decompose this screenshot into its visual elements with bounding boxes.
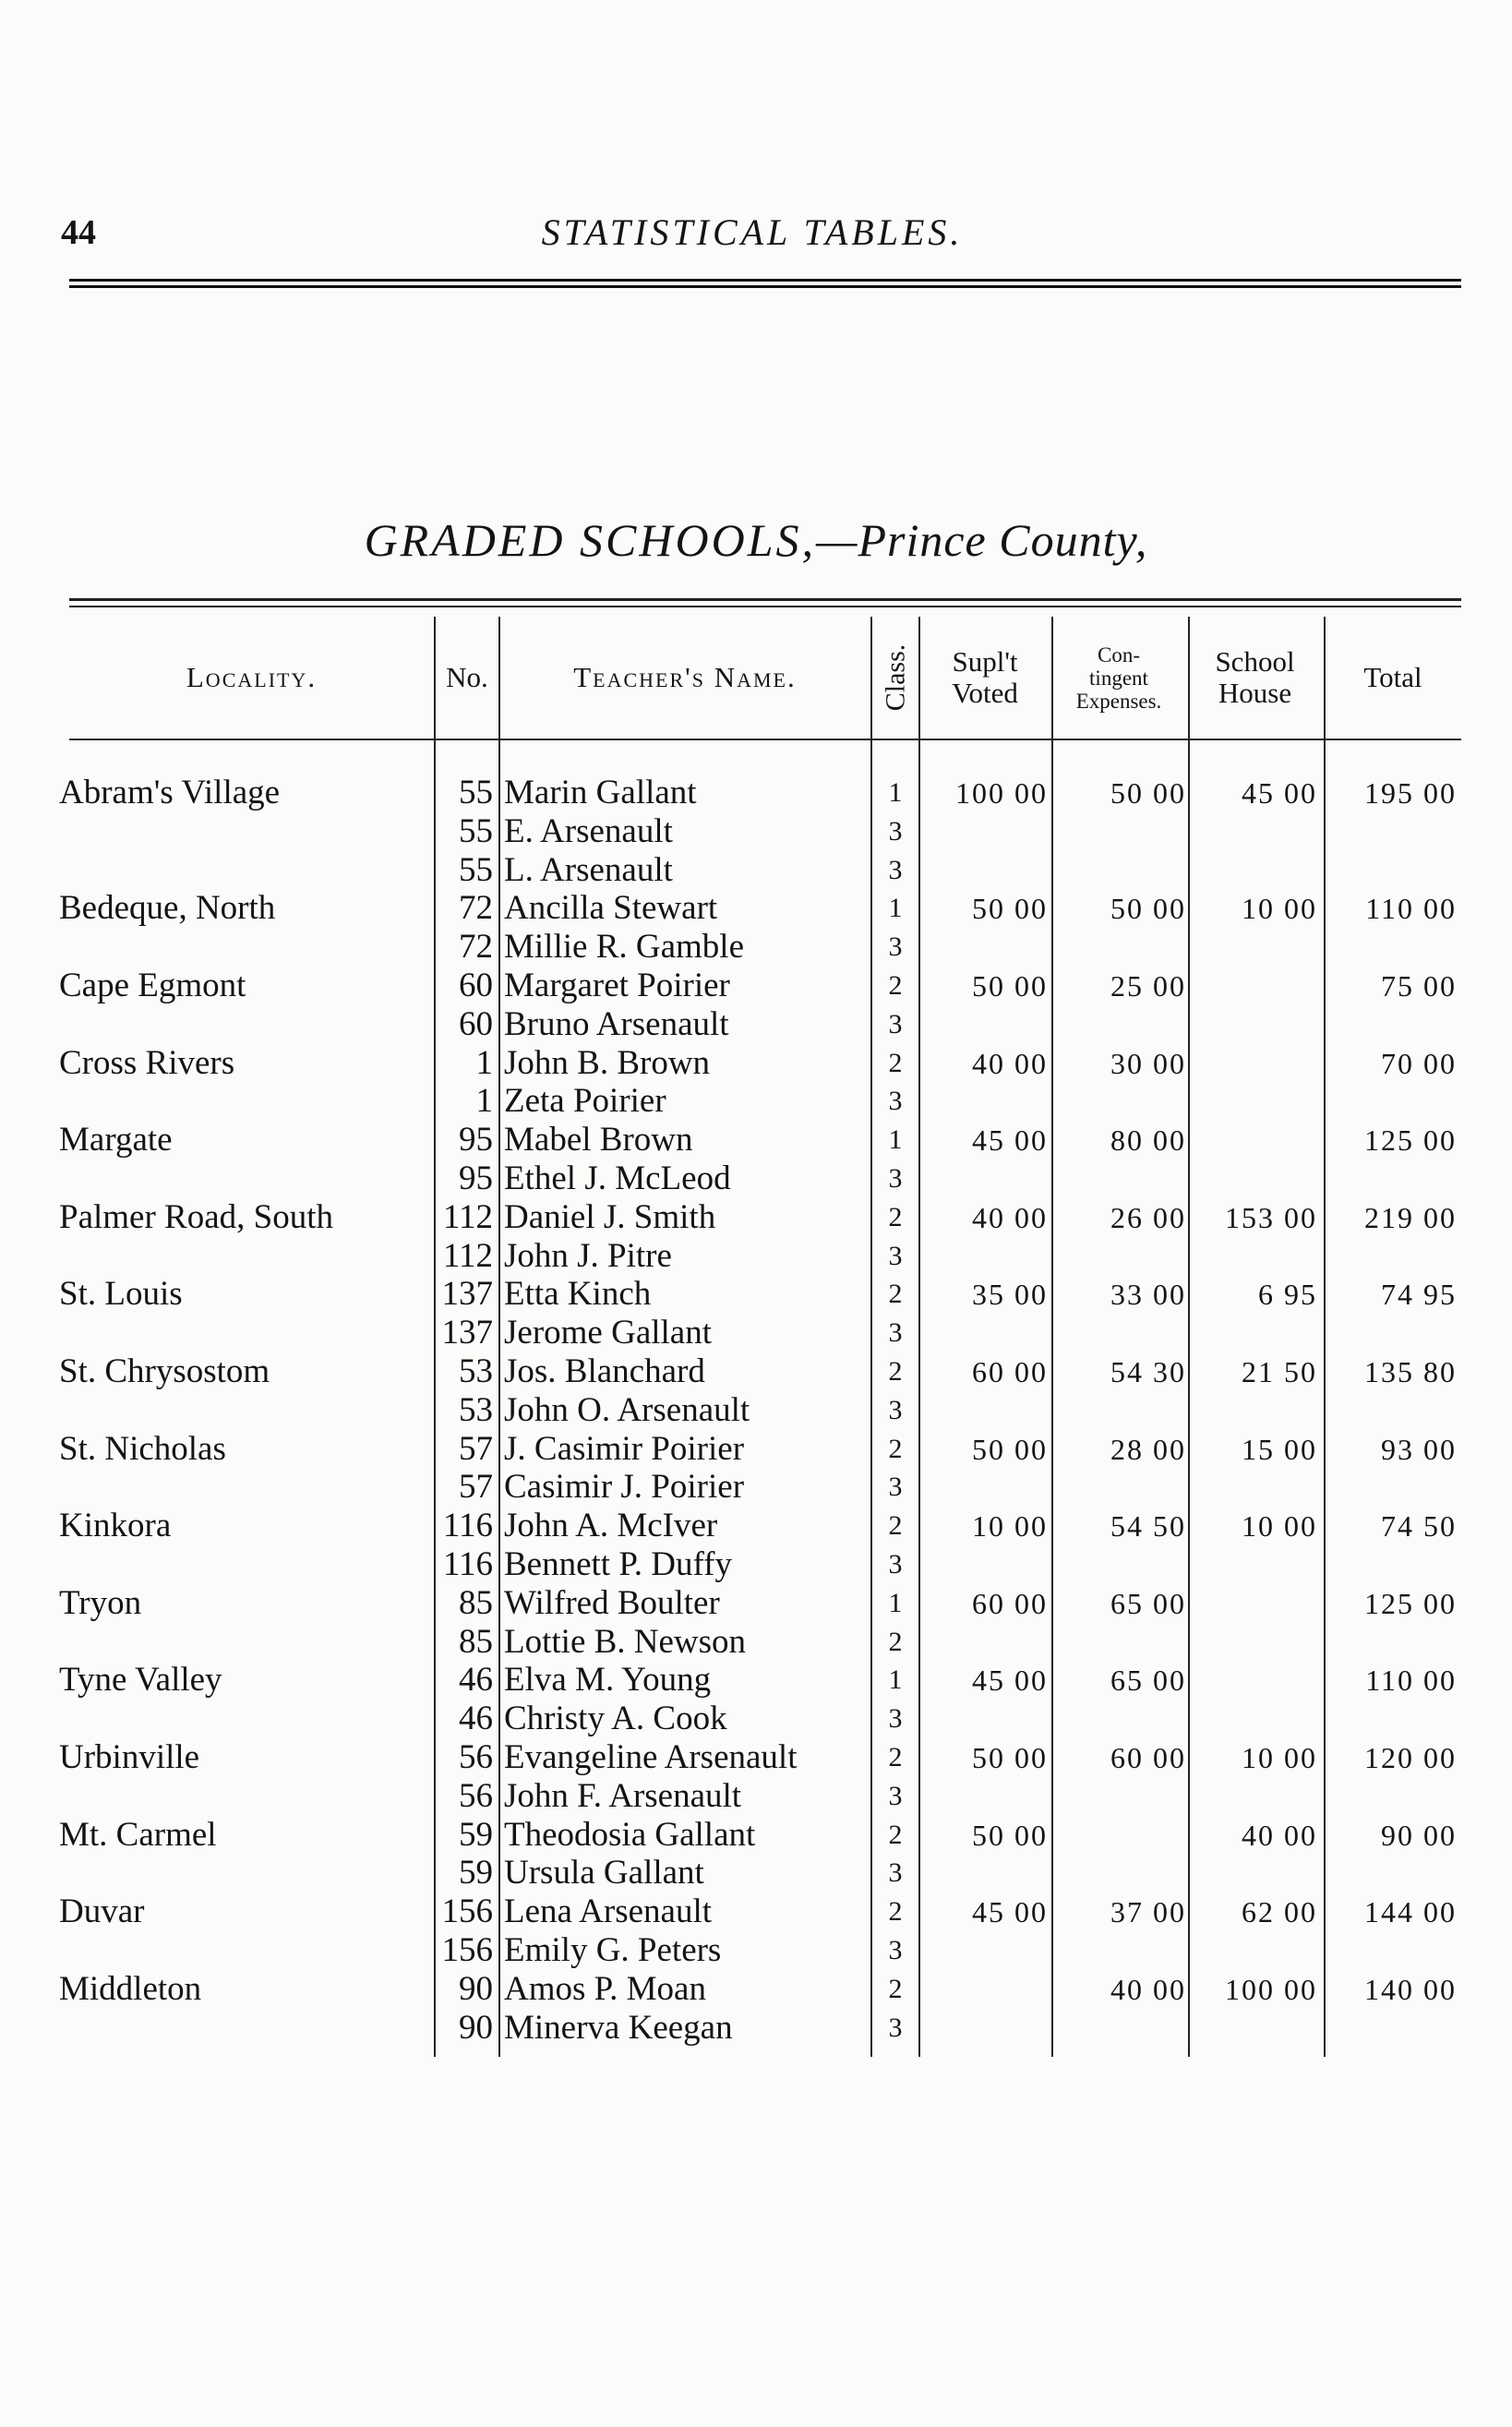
row-class: 1 [888, 893, 903, 924]
table-row [0, 1430, 1512, 1469]
row-total: 144 00 [1364, 1895, 1457, 1929]
table-top-rule-inner [69, 606, 1461, 607]
row-teacher-name: Evangeline Arsenault [504, 1738, 798, 1776]
table-row [0, 1777, 1512, 1816]
row-school-number: 72 [459, 928, 493, 967]
header-supl-line2: Voted [952, 677, 1018, 709]
table-row [0, 1738, 1512, 1777]
row-class: 2 [888, 1510, 903, 1542]
row-school-number: 137 [441, 1314, 493, 1352]
row-school-number: 1 [475, 1043, 493, 1082]
row-locality: Cross Rivers [59, 1043, 235, 1082]
table-row [0, 1700, 1512, 1738]
row-teacher-name: Ursula Gallant [504, 1854, 704, 1892]
table-row [0, 1854, 1512, 1892]
row-school-number: 59 [459, 1854, 493, 1892]
page-number: 44 [61, 213, 96, 252]
row-supl-voted: 45 00 [972, 1123, 1048, 1158]
row-contingent-expenses: 54 50 [1110, 1509, 1186, 1544]
row-locality: St. Nicholas [59, 1429, 226, 1468]
row-school-house: 10 00 [1242, 1741, 1317, 1774]
table-header [0, 617, 1512, 739]
header-bottom-rule [69, 739, 1461, 740]
row-teacher-name: Amos P. Moan [504, 1969, 706, 2008]
row-supl-voted: 40 00 [972, 1046, 1048, 1080]
row-class: 3 [888, 1163, 903, 1194]
row-class: 2 [888, 1047, 903, 1078]
row-school-number: 46 [459, 1700, 493, 1738]
row-school-number: 85 [459, 1583, 493, 1622]
row-class: 3 [888, 1008, 903, 1039]
row-locality: Urbinville [59, 1738, 200, 1776]
row-teacher-name: Ethel J. McLeod [504, 1159, 731, 1197]
row-locality: Kinkora [59, 1507, 172, 1545]
header-cont-line2: tingent [1089, 666, 1148, 690]
row-class: 3 [888, 931, 903, 963]
row-teacher-name: Jerome Gallant [504, 1314, 712, 1352]
row-supl-voted: 45 00 [972, 1895, 1048, 1929]
row-teacher-name: Bruno Arsenault [504, 1004, 729, 1043]
row-school-house: 10 00 [1242, 892, 1317, 926]
row-school-number: 95 [459, 1121, 493, 1159]
table-row [0, 1275, 1512, 1314]
table-row [0, 1391, 1512, 1430]
row-locality: St. Louis [59, 1275, 183, 1314]
row-school-house: 10 00 [1242, 1509, 1317, 1544]
table-row [0, 1314, 1512, 1352]
row-teacher-name: Millie R. Gamble [504, 928, 744, 967]
row-total: 93 00 [1381, 1432, 1457, 1466]
table-row [0, 1082, 1512, 1121]
table-row [0, 812, 1512, 851]
row-supl-voted: 50 00 [972, 969, 1048, 1003]
row-total: 135 80 [1364, 1355, 1457, 1388]
row-class: 1 [888, 777, 903, 808]
row-class: 3 [888, 1857, 903, 1889]
row-school-number: 60 [459, 1004, 493, 1043]
table-row [0, 1044, 1512, 1083]
row-school-number: 90 [459, 1969, 493, 2008]
table-row [0, 1468, 1512, 1507]
header-supl [920, 617, 1050, 739]
row-teacher-name: Minerva Keegan [504, 2008, 733, 2047]
row-school-number: 55 [459, 850, 493, 889]
row-school-number: 56 [459, 1738, 493, 1776]
table-row [0, 1507, 1512, 1545]
row-school-number: 55 [459, 811, 493, 850]
row-class: 2 [888, 1433, 903, 1464]
header-school-house [1188, 617, 1322, 739]
row-school-number: 55 [459, 774, 493, 811]
row-total: 125 00 [1364, 1586, 1457, 1620]
row-locality: St. Chrysostom [59, 1352, 270, 1390]
row-locality: Mt. Carmel [59, 1815, 217, 1854]
row-total: 140 00 [1364, 1972, 1457, 2006]
row-school-number: 112 [442, 1197, 493, 1236]
table-title-county: —Prince County, [816, 514, 1148, 566]
row-school-house: 100 00 [1225, 1972, 1317, 2006]
row-total: 90 00 [1381, 1818, 1457, 1852]
table-row [0, 1159, 1512, 1198]
row-teacher-name: John A. McIver [504, 1507, 718, 1545]
row-school-house: 15 00 [1242, 1432, 1317, 1466]
row-contingent-expenses: 28 00 [1110, 1432, 1186, 1466]
row-school-number: 1 [475, 1082, 493, 1121]
row-teacher-name: Theodosia Gallant [504, 1815, 756, 1854]
row-class: 3 [888, 1086, 903, 1117]
row-school-number: 59 [459, 1815, 493, 1854]
row-school-number: 156 [441, 1931, 493, 1969]
row-total: 75 00 [1381, 969, 1457, 1003]
row-locality: Abram's Village [59, 774, 281, 811]
header-supl-line1: Supl't [952, 645, 1018, 678]
row-teacher-name: John O. Arsenault [504, 1390, 750, 1429]
table-row [0, 1545, 1512, 1584]
row-class: 2 [888, 1973, 903, 2004]
row-school-number: 53 [459, 1390, 493, 1429]
row-teacher-name: Marin Gallant [504, 774, 697, 811]
table-row [0, 967, 1512, 1005]
row-class: 3 [888, 1240, 903, 1271]
row-school-house: 40 00 [1242, 1818, 1317, 1852]
row-teacher-name: Wilfred Boulter [504, 1583, 720, 1622]
table-row [0, 1892, 1512, 1931]
table-row [0, 1237, 1512, 1276]
row-contingent-expenses: 65 00 [1110, 1664, 1186, 1698]
row-school-number: 95 [459, 1159, 493, 1197]
row-teacher-name: Emily G. Peters [504, 1931, 722, 1969]
header-contingent [1051, 617, 1186, 739]
row-teacher-name: Elva M. Young [504, 1661, 712, 1700]
row-teacher-name: Etta Kinch [504, 1275, 652, 1314]
row-school-number: 57 [459, 1468, 493, 1507]
row-contingent-expenses: 80 00 [1110, 1123, 1186, 1158]
row-supl-voted: 100 00 [955, 776, 1048, 810]
header-locality: Locality. [186, 661, 318, 693]
table-row [0, 1198, 1512, 1237]
row-total: 74 50 [1381, 1509, 1457, 1544]
row-locality: Duvar [59, 1892, 145, 1931]
row-school-number: 116 [442, 1507, 493, 1545]
table-row [0, 851, 1512, 890]
table-row [0, 1005, 1512, 1044]
row-class: 3 [888, 1472, 903, 1503]
row-teacher-name: Zeta Poirier [504, 1082, 666, 1121]
row-supl-voted: 60 00 [972, 1355, 1048, 1388]
header-teacher: Teacher's Name. [573, 661, 797, 693]
row-locality: Tryon [59, 1583, 142, 1622]
row-total: 110 00 [1365, 1664, 1457, 1698]
row-total: 74 95 [1381, 1278, 1457, 1312]
row-contingent-expenses: 26 00 [1110, 1200, 1186, 1234]
row-school-number: 112 [442, 1236, 493, 1275]
row-class: 2 [888, 1896, 903, 1928]
table-row [0, 1661, 1512, 1700]
row-school-number: 156 [441, 1892, 493, 1931]
table-row [0, 1584, 1512, 1623]
row-class: 3 [888, 815, 903, 847]
header-cont-line3: Expenses. [1075, 689, 1162, 713]
row-school-house: 153 00 [1225, 1200, 1317, 1234]
row-total: 219 00 [1364, 1200, 1457, 1234]
row-school-house: 6 95 [1258, 1278, 1317, 1312]
row-teacher-name: Mabel Brown [504, 1121, 693, 1159]
row-teacher-name: Casimir J. Poirier [504, 1468, 745, 1507]
row-teacher-name: Lena Arsenault [504, 1892, 712, 1931]
row-supl-voted: 35 00 [972, 1278, 1048, 1312]
row-school-number: 53 [459, 1352, 493, 1390]
row-teacher-name: Jos. Blanchard [504, 1352, 705, 1390]
row-locality: Middleton [59, 1969, 202, 2008]
row-class: 2 [888, 1819, 903, 1850]
row-contingent-expenses: 25 00 [1110, 969, 1186, 1003]
row-class: 2 [888, 1279, 903, 1310]
row-teacher-name: Ancilla Stewart [504, 889, 718, 928]
row-locality: Tyne Valley [59, 1661, 222, 1700]
table-row [0, 774, 1512, 812]
row-contingent-expenses: 33 00 [1110, 1278, 1186, 1312]
row-teacher-name: Bennett P. Duffy [504, 1545, 733, 1583]
row-school-house: 62 00 [1242, 1895, 1317, 1929]
row-school-number: 72 [459, 889, 493, 928]
row-teacher-name: Christy A. Cook [504, 1700, 727, 1738]
row-supl-voted: 50 00 [972, 1741, 1048, 1774]
row-contingent-expenses: 40 00 [1110, 1972, 1186, 2006]
row-school-number: 116 [442, 1545, 493, 1583]
row-class: 2 [888, 1626, 903, 1657]
row-teacher-name: Margaret Poirier [504, 967, 730, 1004]
row-class: 3 [888, 1394, 903, 1425]
table-row [0, 2009, 1512, 2048]
header-class-label: Class. [880, 643, 911, 712]
row-teacher-name: Daniel J. Smith [504, 1197, 716, 1236]
table-row [0, 1352, 1512, 1391]
row-contingent-expenses: 30 00 [1110, 1046, 1186, 1080]
row-class: 3 [888, 1703, 903, 1735]
row-class: 1 [888, 1124, 903, 1156]
row-class: 2 [888, 1201, 903, 1232]
table-row [0, 1623, 1512, 1662]
header-no: No. [446, 661, 488, 693]
row-total: 120 00 [1364, 1741, 1457, 1774]
row-class: 3 [888, 854, 903, 885]
row-supl-voted: 60 00 [972, 1586, 1048, 1620]
row-locality: Margate [59, 1121, 173, 1159]
row-school-number: 56 [459, 1776, 493, 1815]
row-supl-voted: 50 00 [972, 1432, 1048, 1466]
row-class: 3 [888, 2012, 903, 2043]
header-house-line2: House [1218, 677, 1292, 709]
row-class: 3 [888, 1549, 903, 1580]
header-rule [69, 279, 1461, 288]
row-supl-voted: 50 00 [972, 892, 1048, 926]
row-contingent-expenses: 65 00 [1110, 1586, 1186, 1620]
row-teacher-name: John J. Pitre [504, 1236, 672, 1275]
row-total: 110 00 [1365, 892, 1457, 926]
row-school-number: 137 [441, 1275, 493, 1314]
row-teacher-name: Lottie B. Newson [504, 1622, 747, 1661]
row-teacher-name: E. Arsenault [504, 811, 673, 850]
row-class: 3 [888, 1935, 903, 1965]
row-locality: Cape Egmont [59, 967, 246, 1004]
row-class: 3 [888, 1780, 903, 1811]
table-title [0, 513, 1512, 567]
row-school-number: 90 [459, 2008, 493, 2047]
row-total: 125 00 [1364, 1123, 1457, 1158]
row-school-number: 60 [459, 967, 493, 1004]
row-teacher-name: J. Casimir Poirier [504, 1429, 745, 1468]
table-row [0, 1121, 1512, 1159]
row-locality: Palmer Road, South [59, 1197, 334, 1236]
row-contingent-expenses: 37 00 [1110, 1895, 1186, 1929]
row-supl-voted: 45 00 [972, 1664, 1048, 1698]
row-school-house: 21 50 [1242, 1355, 1317, 1388]
row-locality: Bedeque, North [59, 889, 276, 928]
row-school-number: 46 [459, 1661, 493, 1700]
row-class: 2 [888, 1356, 903, 1387]
table-row [0, 928, 1512, 967]
row-supl-voted: 50 00 [972, 1818, 1048, 1852]
header-house-line1: School [1215, 645, 1295, 678]
row-total: 70 00 [1381, 1046, 1457, 1080]
row-total: 195 00 [1364, 776, 1457, 810]
header-total: Total [1363, 661, 1422, 693]
row-contingent-expenses: 50 00 [1110, 892, 1186, 926]
row-school-number: 85 [459, 1622, 493, 1661]
row-contingent-expenses: 50 00 [1110, 776, 1186, 810]
row-school-house: 45 00 [1242, 776, 1317, 810]
table-row [0, 889, 1512, 928]
row-supl-voted: 40 00 [972, 1200, 1048, 1234]
row-class: 2 [888, 1742, 903, 1772]
row-supl-voted: 10 00 [972, 1509, 1048, 1544]
running-head: STATISTICAL TABLES. [541, 211, 964, 253]
header-class [872, 617, 918, 739]
row-class: 3 [888, 1317, 903, 1349]
row-teacher-name: John B. Brown [504, 1043, 711, 1082]
row-contingent-expenses: 60 00 [1110, 1741, 1186, 1774]
row-class: 1 [888, 1587, 903, 1618]
row-teacher-name: L. Arsenault [504, 850, 673, 889]
row-class: 2 [888, 970, 903, 1001]
row-class: 1 [888, 1664, 903, 1696]
row-school-number: 57 [459, 1429, 493, 1468]
table-title-main: GRADED SCHOOLS, [364, 514, 816, 566]
header-cont-line1: Con- [1098, 643, 1140, 667]
row-contingent-expenses: 54 30 [1110, 1355, 1186, 1388]
page-header [46, 205, 1458, 260]
table-row [0, 1931, 1512, 1970]
table-row [0, 1970, 1512, 2009]
table-top-rule [69, 598, 1461, 601]
row-teacher-name: John F. Arsenault [504, 1776, 742, 1815]
table-row [0, 1816, 1512, 1855]
